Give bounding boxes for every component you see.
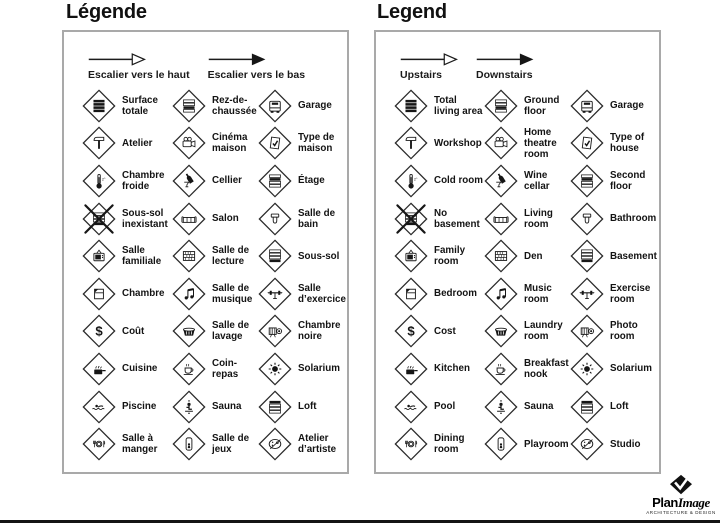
legend-item	[172, 202, 258, 236]
legend-item-label: Breakfast nook	[524, 357, 569, 380]
legend-item-label: Dining room	[434, 433, 465, 456]
legend-item-label: Salle à manger	[122, 433, 158, 456]
legend-item-label: Sauna	[524, 401, 554, 413]
legend-item	[484, 390, 570, 424]
legend-item-label: Laundry room	[524, 320, 563, 343]
legend-item-label: Studio	[610, 438, 641, 450]
legend-item-label: Sauna	[212, 401, 242, 413]
garage-icon	[258, 89, 292, 123]
stairs-down-label: Escalier vers le bas	[207, 69, 306, 81]
legend-item-label: Chambre froide	[122, 169, 165, 192]
legend-item-label: Type of house	[610, 132, 645, 155]
legend-item	[484, 89, 570, 123]
legend-item	[258, 126, 342, 160]
workshop-icon	[82, 126, 116, 160]
legend-item	[258, 390, 342, 424]
legend-item-label: Bedroom	[434, 288, 478, 300]
legend-item	[394, 239, 484, 273]
breakfast-nook-icon	[484, 352, 518, 386]
legend-item-label: Type de maison	[298, 132, 335, 155]
legend-item-label: Family room	[434, 245, 466, 268]
legend-item	[570, 202, 657, 236]
legend-item	[258, 314, 342, 348]
legend-item	[82, 164, 172, 198]
legend-item-label: No basement	[434, 207, 480, 230]
ground-floor-icon	[484, 89, 518, 123]
legend-item-label: Music room	[524, 282, 552, 305]
legend-item-label: Total living area	[434, 94, 483, 117]
legend-item	[394, 277, 484, 311]
living-room-icon	[172, 202, 206, 236]
legend-item	[570, 352, 654, 386]
legend-item	[172, 239, 258, 273]
cost-icon	[394, 314, 428, 348]
legend-item-label: Surface totale	[122, 94, 158, 117]
legend-item-label: Solarium	[610, 363, 652, 375]
legend-item	[570, 89, 654, 123]
legend-item-label: Salle de bain	[298, 207, 336, 230]
bathroom-icon	[258, 202, 292, 236]
pool-icon	[82, 390, 116, 424]
bedroom-icon	[394, 277, 428, 311]
legend-item	[82, 89, 172, 123]
legend-item	[82, 202, 172, 236]
legend-item	[82, 427, 172, 461]
legend-item	[484, 164, 570, 198]
house-type-icon	[258, 126, 292, 160]
no-basement-icon	[82, 202, 116, 236]
family-room-icon	[82, 239, 116, 273]
kitchen-icon	[394, 352, 428, 386]
stairs-arrows	[64, 32, 347, 81]
stairs-down-legend	[208, 52, 306, 81]
legend-item	[82, 126, 172, 160]
legend-item	[570, 239, 657, 273]
legend-item	[394, 390, 484, 424]
legend-item-label: Piscine	[122, 401, 157, 413]
den-icon	[172, 239, 206, 273]
sauna-icon	[484, 390, 518, 424]
legend-item-label: Salon	[212, 213, 239, 225]
basement-icon	[570, 239, 604, 273]
photo-room-icon	[570, 314, 604, 348]
loft-icon	[570, 390, 604, 424]
legend-item	[570, 164, 654, 198]
cold-room-icon	[394, 164, 428, 198]
dining-room-icon	[82, 427, 116, 461]
basement-icon	[258, 239, 292, 273]
legend-item-label: Wine cellar	[524, 169, 550, 192]
photo-room-icon	[258, 314, 292, 348]
legend-item	[258, 427, 342, 461]
legend-item-label: Kitchen	[434, 363, 470, 375]
legend-item-label: Photo room	[610, 320, 638, 343]
pool-icon	[394, 390, 428, 424]
living-room-icon	[484, 202, 518, 236]
legend-item-label: Sous-sol inexistant	[122, 207, 168, 230]
legend-item-label: Chambre	[122, 288, 165, 300]
playroom-icon	[484, 427, 518, 461]
up-arrow-icon	[88, 52, 146, 66]
legend-item	[394, 202, 484, 236]
legend-item	[172, 427, 258, 461]
legend-item-label: Coin-repas	[212, 357, 239, 380]
brand-image-text: Image	[677, 495, 710, 510]
legend-item	[394, 126, 484, 160]
home-theatre-icon	[484, 126, 518, 160]
workshop-icon	[394, 126, 428, 160]
english-legend-title: Legend	[377, 1, 447, 23]
legend-item-label: Salle de jeux	[212, 433, 250, 456]
legend-item	[484, 126, 570, 160]
studio-icon	[258, 427, 292, 461]
legend-item-label: Exercise room	[610, 282, 651, 305]
legend-item-label: Sous-sol	[298, 250, 340, 262]
legend-item	[172, 352, 258, 386]
legend-item-label: Garage	[298, 100, 332, 112]
legend-item	[484, 314, 570, 348]
legend-item	[82, 390, 172, 424]
legend-item	[570, 390, 654, 424]
planimage-logo	[644, 474, 718, 515]
wine-cellar-icon	[172, 164, 206, 198]
down-arrow-icon	[476, 52, 534, 66]
stairs-arrows	[376, 32, 659, 81]
exercise-room-icon	[258, 277, 292, 311]
legend-item	[394, 352, 484, 386]
garage-icon	[570, 89, 604, 123]
planimage-mark-icon	[668, 474, 694, 496]
legend-item	[172, 277, 258, 311]
legend-item-label: Salle d’exercice	[298, 282, 346, 305]
legend-item	[394, 164, 484, 198]
brand-plan-text: Plan	[652, 495, 678, 510]
legend-item	[570, 277, 654, 311]
music-room-icon	[172, 277, 206, 311]
legend-item	[258, 239, 342, 273]
legend-item-label: Atelier d’artiste	[298, 433, 337, 456]
bedroom-icon	[82, 277, 116, 311]
music-room-icon	[484, 277, 518, 311]
den-icon	[484, 239, 518, 273]
stairs-up-label: Escalier vers le haut	[88, 69, 190, 81]
legend-item-label: Chambre noire	[298, 320, 341, 343]
legend-item-label: Playroom	[524, 438, 569, 450]
legend-item	[258, 164, 342, 198]
legend-item-label: Garage	[610, 100, 644, 112]
legend-item	[258, 352, 342, 386]
legend-item	[82, 277, 172, 311]
legend-item-label: Den	[524, 250, 543, 262]
legend-item	[258, 202, 342, 236]
exercise-room-icon	[570, 277, 604, 311]
solarium-icon	[570, 352, 604, 386]
up-arrow-icon	[400, 52, 458, 66]
legend-item	[82, 239, 172, 273]
breakfast-nook-icon	[172, 352, 206, 386]
french-legend-title: Légende	[66, 1, 147, 23]
legend-item-label: Salle de lecture	[212, 245, 250, 268]
legend-item	[484, 239, 570, 273]
legend-item-label: Cellier	[212, 175, 242, 187]
dining-room-icon	[394, 427, 428, 461]
legend-item	[570, 427, 654, 461]
living-area-icon	[82, 89, 116, 123]
stairs-up-label: Upstairs	[400, 69, 443, 81]
solarium-icon	[258, 352, 292, 386]
living-area-icon	[394, 89, 428, 123]
legend-item	[484, 202, 570, 236]
legend-item-label: Étage	[298, 175, 325, 187]
wine-cellar-icon	[484, 164, 518, 198]
legend-item	[484, 352, 570, 386]
legend-item	[172, 126, 258, 160]
legend-item-label: Cold room	[434, 175, 483, 187]
legend-item	[172, 89, 258, 123]
sauna-icon	[172, 390, 206, 424]
stairs-up-legend	[88, 52, 190, 81]
legend-item-label: Cuisine	[122, 363, 158, 375]
cost-icon	[82, 314, 116, 348]
home-theatre-icon	[172, 126, 206, 160]
legend-item	[570, 126, 654, 160]
legend-item	[484, 277, 570, 311]
legend-item-label: Salle de lavage	[212, 320, 250, 343]
english-legend-panel	[374, 30, 661, 474]
legend-item-label: Salle de musique	[212, 282, 253, 305]
legend-item-label: Living room	[524, 207, 553, 230]
second-floor-icon	[570, 164, 604, 198]
legend-item-label: Rez-de-chaussée	[212, 94, 257, 117]
kitchen-icon	[82, 352, 116, 386]
legend-item-label: Solarium	[298, 363, 340, 375]
down-arrow-icon	[208, 52, 266, 66]
legend-item	[258, 89, 342, 123]
legend-item	[258, 277, 346, 311]
planimage-tagline: ARCHITECTURE & DESIGN	[646, 510, 716, 515]
second-floor-icon	[258, 164, 292, 198]
legend-item-label: Ground floor	[524, 94, 560, 117]
loft-icon	[258, 390, 292, 424]
legend-item	[394, 89, 484, 123]
legend-item-label: Bathroom	[610, 213, 657, 225]
legend-item-label: Workshop	[434, 137, 482, 149]
legend-item	[172, 390, 258, 424]
legend-item-label: Home theatre room	[524, 126, 557, 160]
legend-item	[172, 164, 258, 198]
english-legend-grid	[376, 81, 659, 463]
legend-item	[484, 427, 570, 461]
stairs-down-legend	[476, 52, 534, 81]
legend-item	[394, 314, 484, 348]
planimage-brand	[644, 496, 718, 509]
legend-item-label: Cost	[434, 325, 456, 337]
stairs-up-legend	[400, 52, 458, 81]
playroom-icon	[172, 427, 206, 461]
legend-item	[394, 427, 484, 461]
legend-item	[570, 314, 654, 348]
stairs-down-label: Downstairs	[476, 69, 533, 81]
house-type-icon	[570, 126, 604, 160]
legend-item-label: Pool	[434, 401, 456, 413]
studio-icon	[570, 427, 604, 461]
legend-item	[82, 314, 172, 348]
family-room-icon	[394, 239, 428, 273]
laundry-room-icon	[172, 314, 206, 348]
laundry-room-icon	[484, 314, 518, 348]
bathroom-icon	[570, 202, 604, 236]
legend-item-label: Coût	[122, 325, 145, 337]
legend-item-label: Salle familiale	[122, 245, 162, 268]
legend-item-label: Basement	[610, 250, 657, 262]
legend-item	[82, 352, 172, 386]
no-basement-icon	[394, 202, 428, 236]
legend-item-label: Loft	[610, 401, 629, 413]
cold-room-icon	[82, 164, 116, 198]
legend-item-label: Cinéma maison	[212, 132, 248, 155]
french-legend-grid	[64, 81, 347, 463]
legend-item-label: Atelier	[122, 137, 153, 149]
legend-item-label: Loft	[298, 401, 317, 413]
ground-floor-icon	[172, 89, 206, 123]
legend-item-label: Second floor	[610, 169, 646, 192]
legend-item	[172, 314, 258, 348]
french-legend-panel	[62, 30, 349, 474]
